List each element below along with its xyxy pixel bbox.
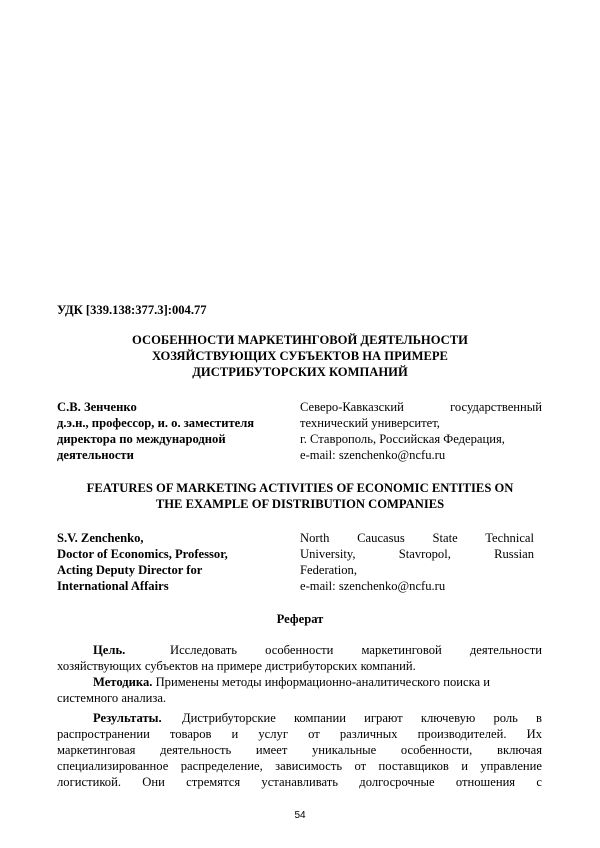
results-text-5: логистикой. Они стремятся устанавливать долгосрочные отношения с [57, 775, 542, 789]
page-number: 54 [294, 810, 306, 821]
author-en-position-2: Acting Deputy Director for [57, 563, 203, 577]
title-ru-line-3: ДИСТРИБУТОРСКИХ КОМПАНИЙ [192, 365, 408, 379]
method-text-2: системного анализа. [57, 691, 167, 705]
title-ru-line-1: ОСОБЕННОСТИ МАРКЕТИНГОВОЙ ДЕЯТЕЛЬНОСТИ [132, 333, 468, 347]
abstract-heading: Реферат [276, 612, 324, 626]
author-en-position-1: Doctor of Economics, Professor, [57, 547, 228, 561]
author-ru-name: С.В. Зенченко [57, 400, 137, 414]
author-ru-position-3: деятельности [57, 448, 134, 462]
affiliation-ru-1: Северо-Кавказский государственный [300, 400, 542, 414]
results-text-1: Дистрибуторские компании играют ключевую роль в [182, 711, 542, 725]
affiliation-ru-email: e-mail: szenchenko@ncfu.ru [300, 448, 446, 462]
author-ru-position-2: директора по международной [57, 432, 226, 446]
results-first-line [93, 711, 542, 726]
affiliation-en-2: University, Stavropol, Russian [300, 547, 534, 561]
goal-label: Цель. [93, 643, 126, 657]
author-en-name: S.V. Zenchenko, [57, 531, 144, 545]
method-label: Методика. [93, 675, 153, 689]
method-text-1: Применены методы информационно-аналитического поиска и [155, 675, 491, 689]
title-ru-line-2: ХОЗЯЙСТВУЮЩИХ СУБЪЕКТОВ НА ПРИМЕРЕ [152, 349, 448, 363]
results-label: Результаты. [93, 711, 162, 725]
goal-first-line [93, 643, 542, 658]
results-text-4: специализированное распределение, зависимость от поставщиков и управление [57, 759, 542, 773]
author-ru-position-1: д.э.н., профессор, и. о. заместителя [57, 416, 255, 430]
title-en-line-1: FEATURES OF MARKETING ACTIVITIES OF ECONOMIC ENTITIES ON [86, 481, 514, 495]
affiliation-en-3: Federation, [300, 563, 358, 577]
affiliation-ru-2: технический университет, [300, 416, 440, 430]
title-en-line-2: THE EXAMPLE OF DISTRIBUTION COMPANIES [155, 497, 445, 511]
results-text-2: распространении товаров и услуг от различных производителей. Их [57, 727, 542, 741]
method-first-line [93, 675, 490, 690]
author-en-position-3: International Affairs [57, 579, 169, 593]
udk-code: УДК [339.138:377.3]:004.77 [57, 303, 207, 317]
affiliation-en-email: e-mail: szenchenko@ncfu.ru [300, 579, 446, 593]
affiliation-en-1: North Caucasus State Technical [300, 531, 534, 545]
results-text-3: маркетинговая деятельность имеет уникальные особенности, включая [57, 743, 542, 757]
goal-text-1: Исследовать особенности маркетинговой деятельности [170, 643, 542, 657]
affiliation-ru-3: г. Ставрополь, Российская Федерация, [300, 432, 505, 446]
goal-text-2: хозяйствующих субъектов на примере дистрибуторских компаний. [57, 659, 416, 673]
